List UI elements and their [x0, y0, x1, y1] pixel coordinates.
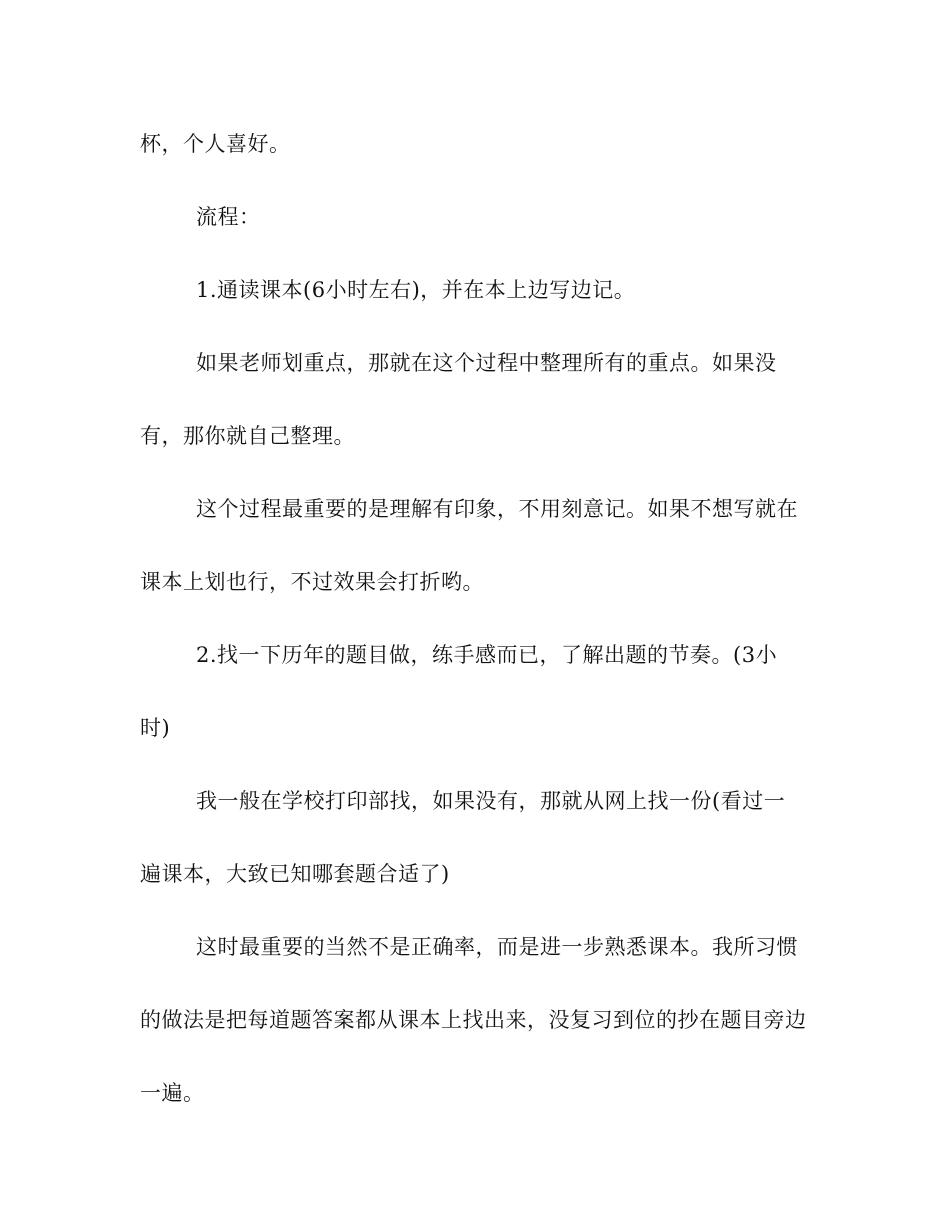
- text-line: 一遍。: [140, 1081, 205, 1105]
- step-2-line: 2.找一下历年的题目做，练手感而已，了解出题的节奏。(3小: [196, 643, 778, 667]
- section-heading: 流程：: [196, 205, 261, 229]
- text-line: 如果老师划重点，那就在这个过程中整理所有的重点。如果没: [196, 351, 777, 375]
- text-line: 这个过程最重要的是理解有印象，不用刻意记。如果不想写就在: [196, 497, 798, 521]
- text-line: 我一般在学校打印部找，如果没有，那就从网上找一份(看过一: [196, 789, 786, 813]
- text-line: 的做法是把每道题答案都从课本上找出来，没复习到位的抄在题目旁边: [140, 1008, 807, 1032]
- text-line: 这时最重要的当然不是正确率，而是进一步熟悉课本。我所习惯: [196, 935, 798, 959]
- text-line: 遍课本，大致已知哪套题合适了): [140, 862, 450, 886]
- text-line: 时): [140, 716, 171, 740]
- step-1-line: 1.通读课本(6小时左右)，并在本上边写边记。: [196, 278, 636, 302]
- text-line: 杯，个人喜好。: [140, 132, 291, 156]
- text-line: 课本上划也行，不过效果会打折哟。: [140, 570, 484, 594]
- text-line: 有，那你就自己整理。: [140, 424, 355, 448]
